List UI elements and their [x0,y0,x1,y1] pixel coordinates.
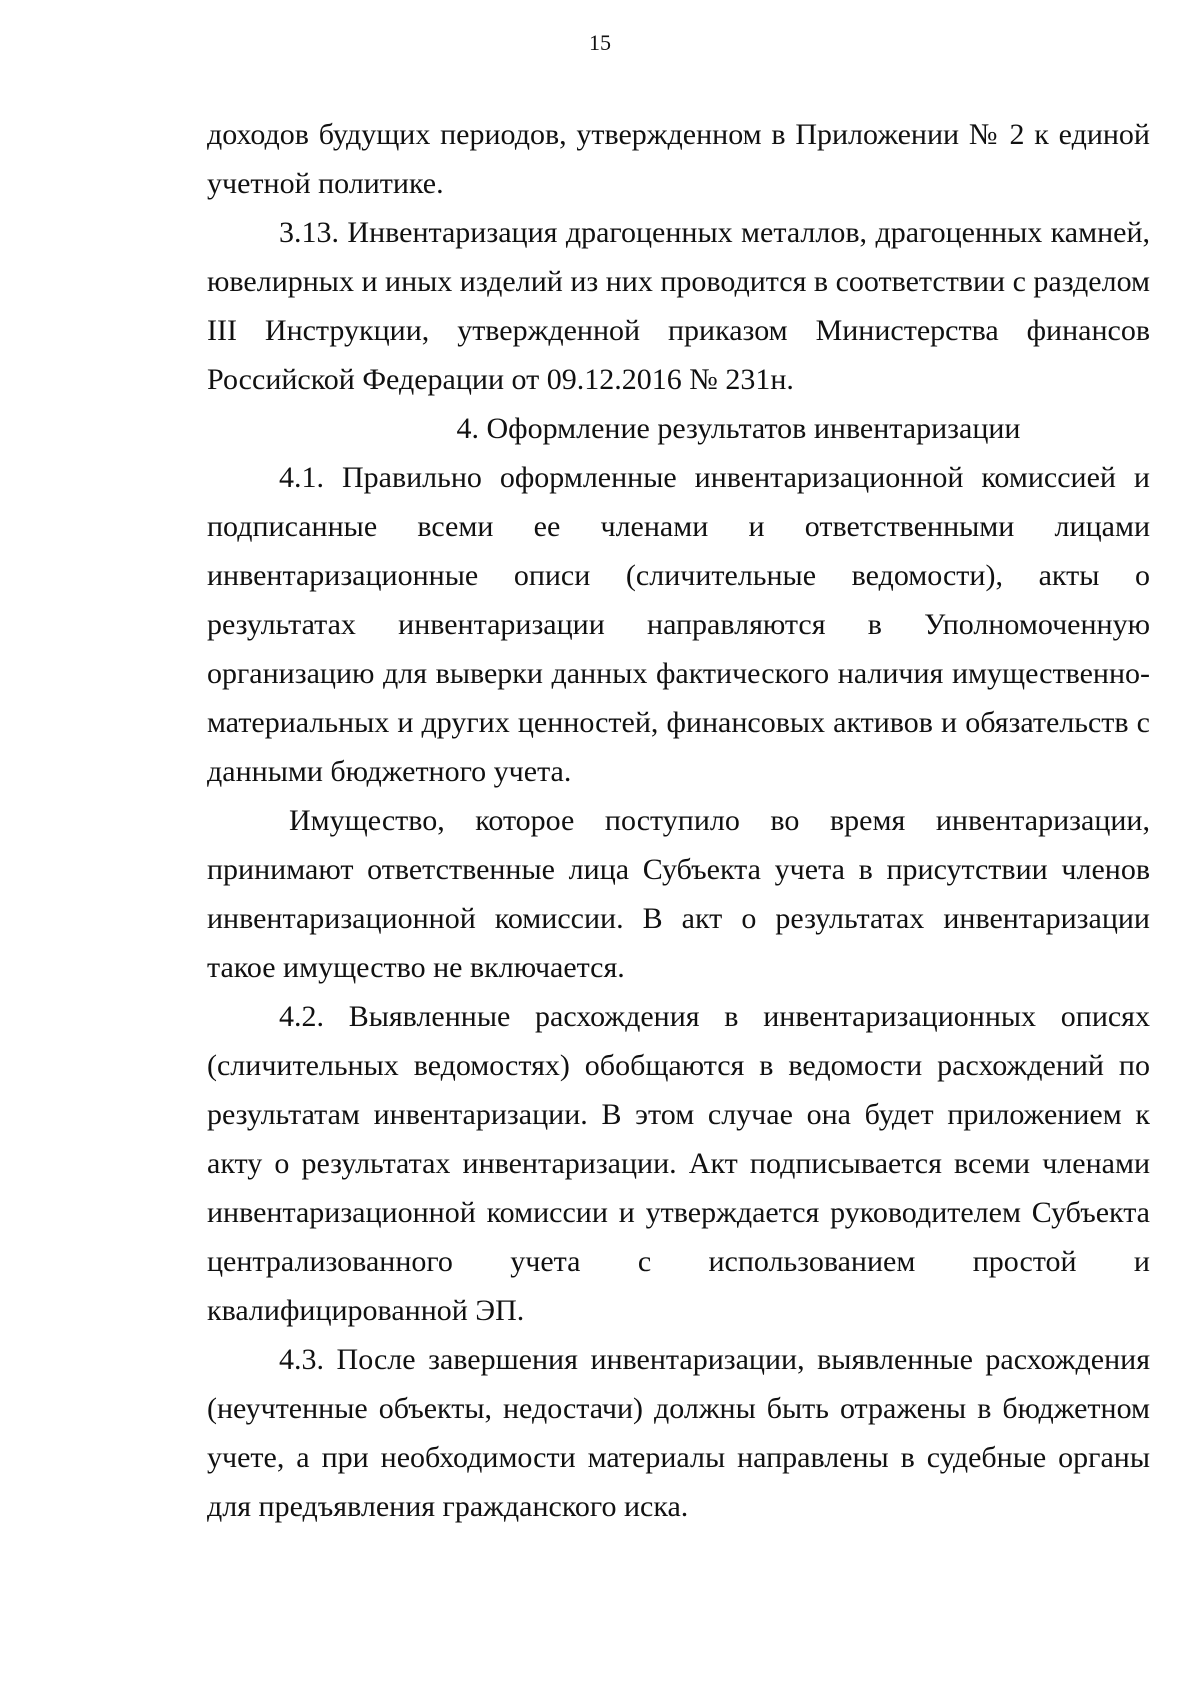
document-body [207,110,1150,1531]
paragraph-3-13: 3.13. Инвентаризация драгоценных металлов, драгоценных камней, ювелирных и иных изделий из них проводится в соответствии с разделом III Инструкции, утвержденной приказом Министерства финансов Российской Федерации от 09.12.2016 № 231н. [207,216,1150,396]
paragraph-property-received: Имущество, которое поступило во время инвентаризации, принимают ответственные лица Субъекта учета в присутствии членов инвентаризационной комиссии. В акт о результатах инвентаризации такое имущество не включается. [207,804,1150,984]
paragraph-4-1: 4.1. Правильно оформленные инвентаризационной комиссией и подписанные всеми ее членами и ответственными лицами инвентаризационные описи (сличительные ведомости), акты о результатах инвентаризации направляются в Уполномоченную организацию для выверки данных фактического наличия имущественно-материальных и других ценностей, финансовых активов и обязательств с данными бюджетного учета. [207,461,1150,788]
paragraph-4-3: 4.3. После завершения инвентаризации, выявленные расхождения (неучтенные объекты, недостачи) должны быть отражены в бюджетном учете, а при необходимости материалы направлены в судебные органы для предъявления гражданского иска. [207,1343,1150,1523]
paragraph-continuation: доходов будущих периодов, утвержденном в Приложении № 2 к единой учетной политике. [207,118,1150,200]
section-heading-4: 4. Оформление результатов инвентаризации [456,412,1021,445]
paragraph-4-2: 4.2. Выявленные расхождения в инвентаризационных описях (сличительных ведомостях) обобщаются в ведомости расхождений по результатам инвентаризации. В этом случае она будет приложением к акту о результатах инвентаризации. Акт подписывается всеми членами инвентаризационной комиссии и утверждается руководителем Субъекта централизованного учета с использованием простой и квалифицированной ЭП. [207,1000,1150,1327]
page-number: 15 [589,30,611,55]
